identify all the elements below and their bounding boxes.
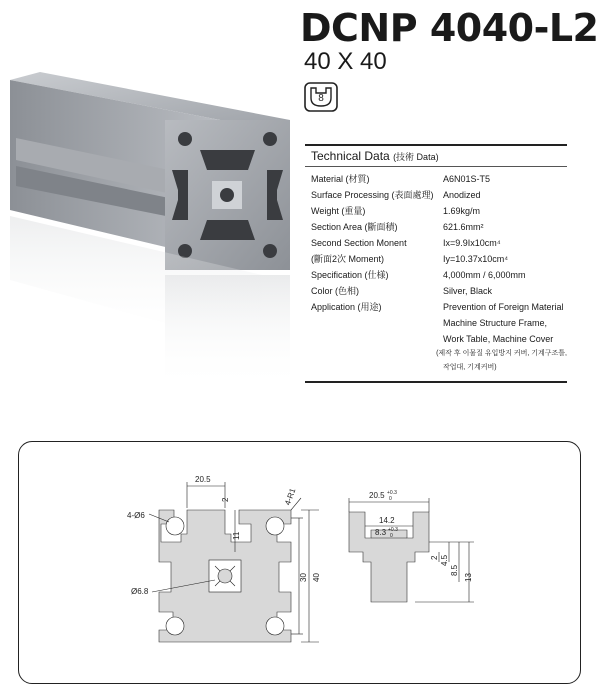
spec-row xyxy=(305,251,567,267)
dim-height-40: 40 xyxy=(312,573,321,582)
spec-key: Section Area (斷面積) xyxy=(311,222,398,232)
spec-row xyxy=(305,187,567,203)
spec-key: Color (色相) xyxy=(311,286,360,296)
slot-8-icon xyxy=(304,82,338,112)
spec-value: Machine Structure Frame, xyxy=(443,318,548,328)
slot-number: 8 xyxy=(318,93,324,104)
spec-key: Weight (重量) xyxy=(311,206,366,216)
spec-value: Iy=10.37x10cm⁴ xyxy=(443,254,509,264)
dim-slot-tol: +0.3 xyxy=(387,490,397,496)
dimension-drawing xyxy=(19,442,582,685)
spec-value: Prevention of Foreign Material xyxy=(443,302,564,312)
technical-data-subtitle: (技術 Data) xyxy=(393,152,439,162)
spec-key xyxy=(305,331,443,347)
spec-note xyxy=(305,347,567,361)
spec-value: Work Table, Machine Cover xyxy=(443,334,554,344)
spec-key: Second Section Monent xyxy=(311,238,407,248)
spec-value: Silver, Black xyxy=(443,286,493,296)
technical-data-heading xyxy=(305,144,567,167)
spec-value: A6N01S-T5 xyxy=(443,174,491,184)
dim-height-30: 30 xyxy=(299,573,308,582)
spec-row xyxy=(305,219,567,235)
spec-key: Surface Processing (表面處理) xyxy=(311,190,434,200)
dim-radius: 4-R1 xyxy=(283,487,298,507)
spec-row xyxy=(305,299,567,315)
spec-value: 4,000mm / 6,000mm xyxy=(443,270,526,280)
profile-3d-image xyxy=(0,60,300,390)
spec-value: 1.69kg/m xyxy=(443,206,481,216)
dim-slot-inner: 14.2 xyxy=(379,516,395,525)
spec-key: Specification (仕様) xyxy=(311,270,389,280)
page-title: DCNP 4040-L2 xyxy=(300,6,599,50)
spec-value: Anodized xyxy=(443,190,481,200)
spec-row xyxy=(305,235,567,251)
dim-gap: 2 xyxy=(221,497,230,502)
dim-opening-tol: +0.3 xyxy=(388,527,398,533)
spec-note xyxy=(305,361,567,375)
profile-size: 40 X 40 xyxy=(304,48,387,75)
spec-row xyxy=(305,331,567,347)
spec-key: (斷面2次 Moment) xyxy=(311,254,385,264)
dim-holes: 4-Ø6 xyxy=(127,511,145,520)
spec-row xyxy=(305,203,567,219)
technical-data-table xyxy=(305,144,567,383)
spec-key xyxy=(305,315,443,331)
spec-value: 621.6mm² xyxy=(443,222,484,232)
spec-value: Ix=9.9Ix10cm⁴ xyxy=(443,238,501,248)
spec-key: Application (用途) xyxy=(311,302,382,312)
dim-slot-lip: 2 xyxy=(430,555,439,560)
spec-key: Material (材質) xyxy=(311,174,370,184)
dim-slot-width: 20.5 xyxy=(369,491,385,500)
dim-opening-tol-low: 0 xyxy=(390,533,393,539)
dim-slot-tol-low: 0 xyxy=(389,496,392,502)
dim-top-width: 20.5 xyxy=(195,475,211,484)
spec-row xyxy=(305,171,567,187)
spec-note-line: 작업대, 기계커버) xyxy=(443,364,497,371)
dim-inner: 11 xyxy=(232,531,241,540)
dim-slot-opening: 8.3 xyxy=(375,528,387,537)
spec-row xyxy=(305,267,567,283)
dimension-drawing-panel xyxy=(18,441,581,684)
dim-center-hole: Ø6.8 xyxy=(131,587,149,596)
technical-data-title: Technical Data xyxy=(311,149,390,163)
spec-note-line: (제작 후 이물질 유입방지 커버, 기계구조틀, xyxy=(436,350,567,357)
spec-row xyxy=(305,283,567,299)
dim-slot-total: 13 xyxy=(464,573,473,582)
dim-slot-depth: 4.5 xyxy=(440,554,449,566)
spec-row xyxy=(305,315,567,331)
dim-slot-height: 8.5 xyxy=(450,564,459,576)
